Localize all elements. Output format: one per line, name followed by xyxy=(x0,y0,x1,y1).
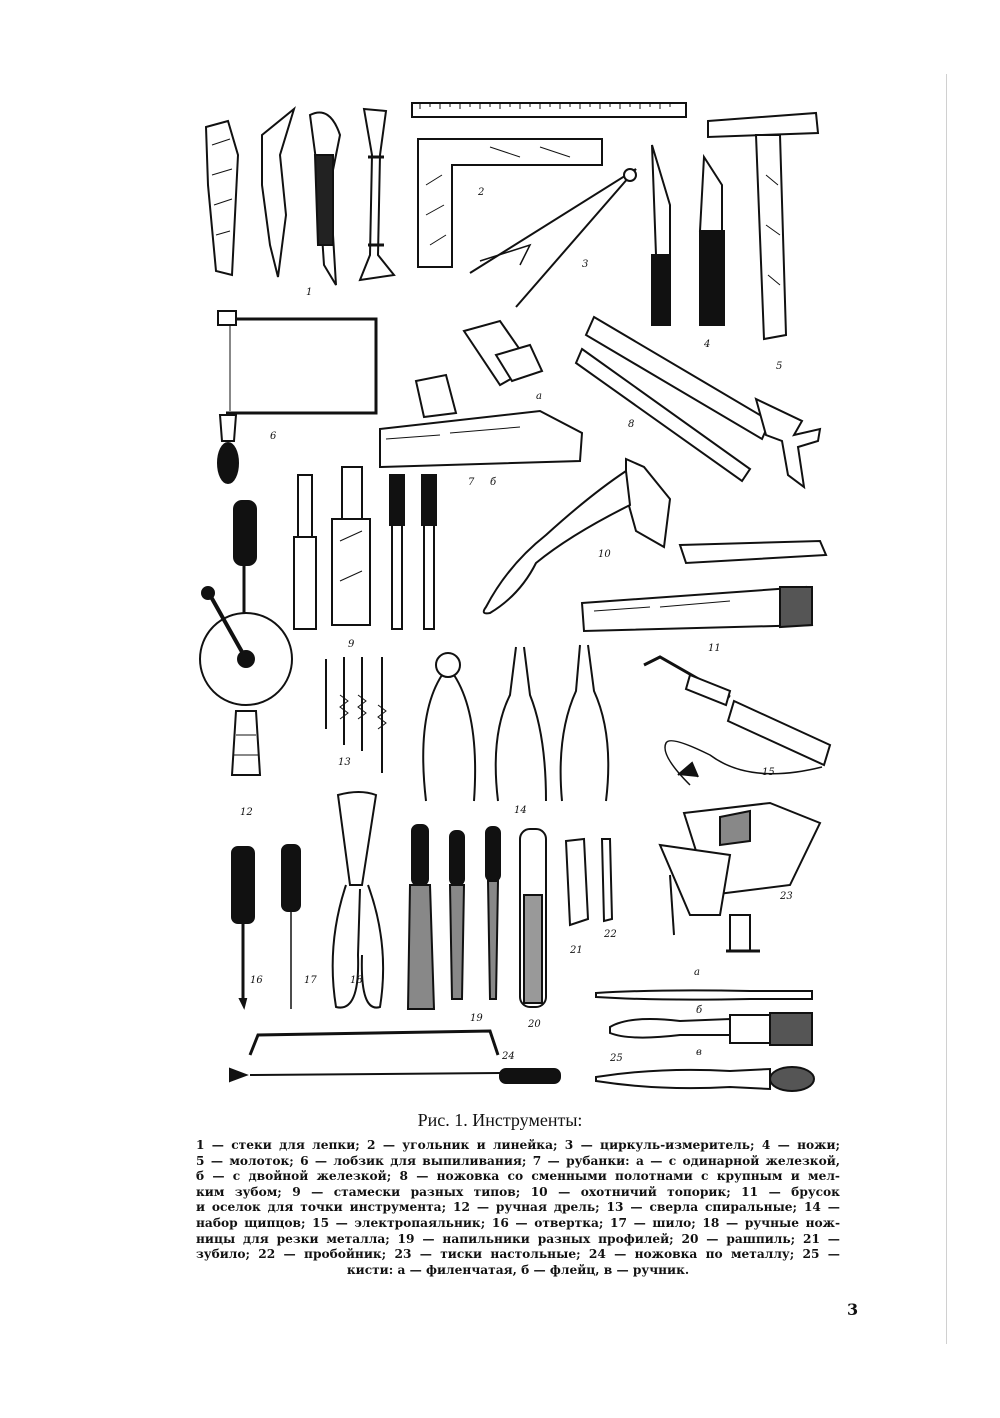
legend-line: ницы для резки металла; 19 — напильники разных профилей; 20 — рашпиль; 21 — xyxy=(196,1231,840,1246)
label-10: 10 xyxy=(598,549,611,560)
label-15: 15 xyxy=(762,767,775,778)
label-5: 5 xyxy=(776,361,783,372)
handsaw xyxy=(576,317,820,487)
legend-line: 5 — молоток; 6 — лобзик для выпиливания; 7 — рубанки: а — с одинарной железкой, xyxy=(196,1153,840,1168)
twist-drills xyxy=(326,657,386,773)
label-21: 21 xyxy=(570,945,583,956)
label-2: 2 xyxy=(478,187,485,198)
page-number: 3 xyxy=(847,1300,859,1319)
label-25: 25 xyxy=(610,1053,623,1064)
label-9: 9 xyxy=(348,639,355,650)
legend-line: ким зубом; 9 — стамески разных типов; 10 — охотничий топорик; 11 — брусок xyxy=(196,1184,840,1199)
legend-line: б — с двойной железкой; 8 — ножовка со сменными полотнами с крупным и мел- xyxy=(196,1169,840,1184)
label-22: 22 xyxy=(604,929,617,940)
label-3: 3 xyxy=(582,259,589,270)
page-edge-line xyxy=(946,74,947,1344)
tools-illustration xyxy=(190,95,840,1105)
label-25b: б xyxy=(696,1005,703,1016)
label-6: 6 xyxy=(270,431,277,442)
awl xyxy=(282,845,300,1009)
cold-chisel-and-punch xyxy=(566,839,612,925)
divider-caliper xyxy=(470,169,636,307)
bench-vise xyxy=(660,803,820,951)
label-7a: а xyxy=(536,391,542,402)
label-19: 19 xyxy=(470,1013,483,1024)
figure-legend xyxy=(196,1138,840,1278)
knives xyxy=(652,145,724,325)
label-16: 16 xyxy=(250,975,263,986)
hatchet xyxy=(484,459,670,613)
brushes xyxy=(596,990,814,1091)
soldering-iron xyxy=(644,657,830,785)
legend-line: кисти: а — филенчатая, б — флейц, в — ручник. xyxy=(346,1262,690,1277)
ruler-and-square xyxy=(412,103,686,267)
label-17: 17 xyxy=(304,975,317,986)
label-12: 12 xyxy=(240,807,253,818)
modelling-stecks xyxy=(206,109,394,285)
label-25v: в xyxy=(696,1047,702,1058)
label-7: 7 xyxy=(468,477,475,488)
hand-drill xyxy=(200,501,292,775)
label-7b: б xyxy=(490,477,497,488)
legend-line: зубило; 22 — пробойник; 23 — тиски настольные; 24 — ножовка по металлу; 25 — xyxy=(196,1247,840,1262)
legend-line: набор щипцов; 15 — электропаяльник; 16 — отвертка; 17 — шило; 18 — ручные нож- xyxy=(196,1215,840,1230)
label-13: 13 xyxy=(338,757,351,768)
label-14: 14 xyxy=(514,805,527,816)
label-18: 18 xyxy=(350,975,363,986)
label-25a: а xyxy=(694,967,700,978)
planes xyxy=(380,321,582,467)
legend-line: и оселок для точки инструмента; 12 — ручная дрель; 13 — сверла спиральные; 14 — xyxy=(196,1200,840,1215)
legend-line: 1 — стеки для лепки; 2 — угольник и линейка; 3 — циркуль-измеритель; 4 — ножи; xyxy=(196,1138,840,1152)
chisels xyxy=(294,467,436,629)
label-4: 4 xyxy=(704,339,711,350)
figure-caption-title: Рис. 1. Инструменты: xyxy=(417,1110,583,1130)
label-1: 1 xyxy=(306,287,313,298)
files xyxy=(408,825,500,1009)
whetstone xyxy=(582,541,826,631)
rasp xyxy=(520,829,546,1007)
fret-saw xyxy=(218,311,376,483)
label-20: 20 xyxy=(528,1019,541,1030)
label-24: 24 xyxy=(502,1051,515,1062)
label-11: 11 xyxy=(708,643,721,654)
label-23: 23 xyxy=(780,891,793,902)
pliers-set xyxy=(423,645,608,801)
label-8: 8 xyxy=(628,419,635,430)
